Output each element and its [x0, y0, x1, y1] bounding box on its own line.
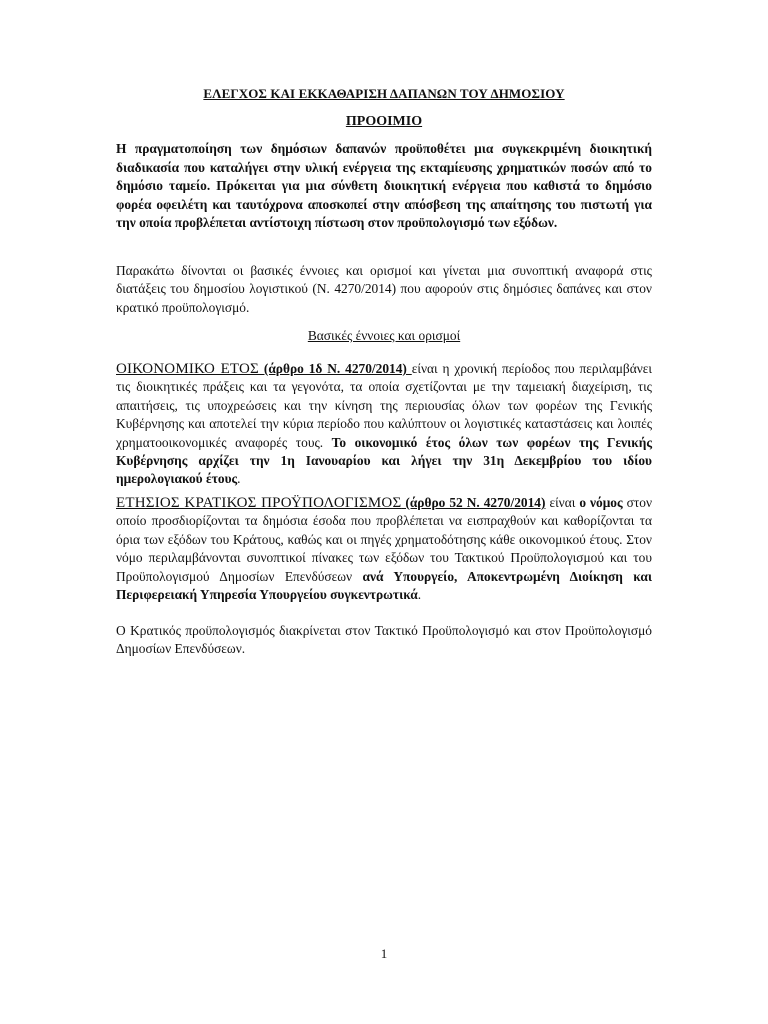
budget-law-emphasis: ο νόμος [579, 495, 623, 510]
page-number: 1 [380, 946, 388, 961]
fiscal-year-term: ΟΙΚΟΝΟΜΙΚΟ ΕΤΟΣ [116, 361, 259, 377]
budget-text-2: στον οποίο προσδιορίζονται τα δημόσια έσοδα που προβλέπεται να εισπραχθούν και καθορίζονται τα όρια των εξόδων του Κράτους, καθώς και οι πηγές χρηματοδότησης κάθε οικονομικού έτους. Στον νόμο περιλαμβάνονται συνοπτικοί πίνακες των εξόδων του Τακτικού Προϋπολογισμού και του Προϋπολογισμού Δημοσίων Επενδύσεων [116, 495, 652, 584]
budget-breakdown-emphasis: ανά Υπουργείο, Αποκεντρωμένη Διοίκηση και Περιφερειακή Υπηρεσία Υπουργείου συγκεντρωτικά [116, 568, 652, 603]
fiscal-year-period: Το οικονομικό έτος όλων των φορέων της Γενικής Κυβέρνησης αρχίζει την 1η Ιανουαρίου και λήγει την 31η Δεκεμβρίου του ιδίου ημερολογιακού έτους [116, 434, 652, 487]
closing-paragraph: Ο Κρατικός προϋπολογισμός διακρίνεται στον Τακτικό Προϋπολογισμό και στον Προϋπολογισμό Δημοσίων Επενδύσεων. [116, 623, 652, 657]
intro-paragraph: Η πραγματοποίηση των δημόσιων δαπανών προϋποθέτει μια συγκεκριμένη διοικητική διαδικασία που καταλήγει στην υλική ενέργεια της εκταμίευσης χρηματικών ποσών από το δημόσιο ταμείο. Πρόκειται για μια σύνθετη διοικητική ενέργεια που καθιστά το δημόσιο φορέα οφειλέτη και ταυτόχρονα αποσκοπεί στην απόσβεση της απαίτησης του πιστωτή για την οποία προβλέπεται αντίστοιχη πίστωση στον προϋπολογισμό των εξόδων. [116, 141, 652, 231]
lead-paragraph: Παρακάτω δίνονται οι βασικές έννοιες και ορισμοί και γίνεται μια συνοπτική αναφορά στις διατάξεις του δημοσίου λογιστικού (Ν. 4270/2014) που αφορούν στις δημόσιες δαπάνες και στον κρατικό προϋπολογισμό. [116, 263, 652, 315]
fiscal-year-definition: είναι η χρονική περίοδος που περιλαμβάνει τις διοικητικές πράξεις και τα γεγονότα, τα οποία σχετίζονται με την ταμειακή διαχείριση, τις απαιτήσεις, τις υποχρεώσεις και την κίνηση της περιουσίας όλων των φορέων της Γενικής Κυβέρνησης και αποτελεί την κύρια περίοδο που καλύπτουν οι λογιστικές καταστάσεις και λοιπές χρηματοοικονομικές αναφορές τους. [116, 361, 652, 450]
section-heading: Βασικές έννοιες και ορισμοί [307, 328, 461, 343]
budget-end: . [417, 587, 422, 603]
document-subtitle: ΠΡΟΟΙΜΙΟ [345, 114, 423, 129]
fiscal-year-paragraph [116, 360, 652, 489]
budget-text-1: είναι [545, 495, 580, 510]
budget-term: ΕΤΗΣΙΟΣ ΚΡΑΤΙΚΟΣ ΠΡΟΫΠΟΛΟΓΙΣΜΟΣ [116, 495, 402, 511]
document-title: ΕΛΕΓΧΟΣ ΚΑΙ ΕΚΚΑΘΑΡΙΣΗ ΔΑΠΑΝΩΝ ΤΟΥ ΔΗΜΟΣΙΟΥ [203, 86, 565, 101]
fiscal-year-period-end: . [237, 471, 241, 487]
fiscal-year-reference: (άρθρο 1δ Ν. 4270/2014) [259, 361, 412, 376]
budget-reference: (άρθρο 52 Ν. 4270/2014) [401, 495, 546, 510]
budget-paragraph [116, 494, 652, 604]
